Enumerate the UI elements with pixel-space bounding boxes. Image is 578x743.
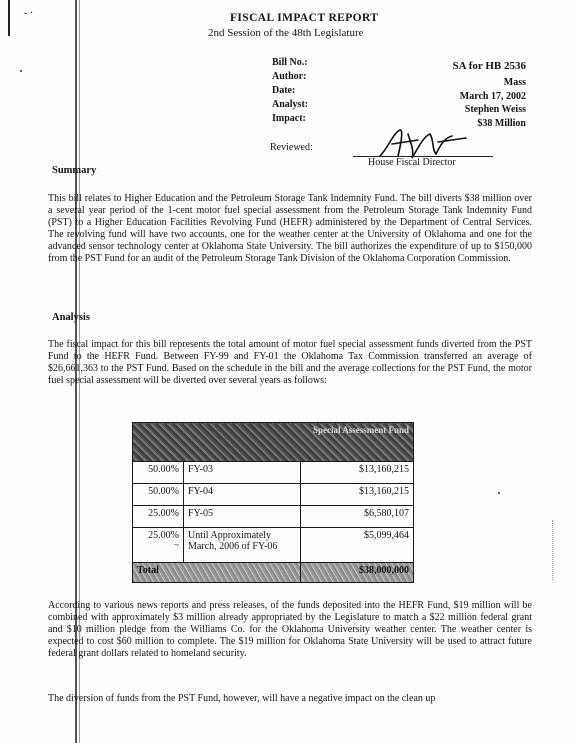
amount-cell: $5,099,464 [301, 528, 414, 563]
period-cell: FY-04 [184, 484, 301, 506]
author-value: Mass [503, 77, 526, 88]
scan-edge-marks [552, 520, 554, 580]
amount-cell: $13,160,215 [301, 462, 414, 484]
scan-speck [498, 492, 500, 494]
amount-cell: $6,580,107 [301, 506, 414, 528]
table-header-cell: Special Assessment Fund [133, 423, 414, 462]
percent-value: 25.00% [148, 530, 179, 541]
date-value: March 17, 2002 [459, 91, 526, 102]
analyst-value: Stephen Weiss [464, 104, 526, 115]
period-cell: FY-03 [184, 462, 301, 484]
summary-heading: Summary [52, 165, 97, 176]
table-row [133, 484, 414, 506]
date-label: Date: [272, 85, 296, 96]
assessment-table [132, 422, 414, 583]
table-header-row [133, 423, 414, 462]
scan-speck [20, 70, 22, 72]
period-cell: Until Approximately March, 2006 of FY-06 [184, 528, 301, 563]
bill-no-label: Bill No.: [272, 57, 308, 68]
summary-paragraph: This bill relates to Higher Education and the Petroleum Storage Tank Indemnity Fund. The bill diverts $38 million over a several year period of the 1-cent motor fuel special assessment from the Petroleum Storage Tank Indemnity Fund (PST) to a Higher Education Facilities Revolving Fund (HEFR) administered by the Department of Central Services. The revolving fund will have two accounts, one for the weather center at the University of Oklahoma and one for the advanced sensor technology center at Oklahoma State University. The bill authorizes the expenditure of up to $150,000 from the PST Fund for an audit of the Petroleum Storage Tank Division of the Oklahoma Corporation Commission. [48, 193, 532, 264]
table-total-row [133, 563, 414, 583]
analyst-label: Analyst: [272, 99, 309, 110]
closing-paragraph: According to various news reports and press releases, of the funds deposited into the HEFR Fund, $19 million will be combined with approximately $3 million already appropriated by the Legislature to match a $22 million federal grant and $10 million pledge from the Williams Co. for the Oklahoma University weather center. The weather center is expected to cost $60 million to complete. The $19 million for Oklahoma State University will be used to attract future federal grant dollars related to homeland security. [48, 600, 532, 659]
percent-cell: 50.00% [133, 462, 184, 484]
percent-cell: 50.00% [133, 484, 184, 506]
scan-dash: - · [24, 8, 34, 19]
author-label: Author: [272, 71, 307, 82]
period-cell: FY-05 [184, 506, 301, 528]
bill-no-value: SA for HB 2536 [452, 60, 526, 72]
report-subtitle: 2nd Session of the 48th Legislature [208, 27, 364, 39]
closing-paragraph-continued: The diversion of funds from the PST Fund, however, will have a negative impact on the clean up [48, 693, 436, 704]
total-label-cell: Total [133, 563, 301, 583]
scan-mark [8, 0, 10, 36]
percent-cell: 25.00% [133, 506, 184, 528]
analysis-heading: Analysis [52, 312, 90, 323]
impact-value: $38 Million [477, 118, 526, 129]
amount-cell: $13,160,215 [301, 484, 414, 506]
analysis-paragraph: The fiscal impact for this bill represents the total amount of motor fuel special assessment funds diverted from the PST Fund to the HEFR Fund. Between FY-99 and FY-01 the Oklahoma Tax Commission transferred an average of $26,661,363 to the PST Fund. Based on the schedule in the bill and the average collections for the PST Fund, the motor fuel special assessment will be diverted over several years as follows: [48, 339, 532, 386]
report-title: FISCAL IMPACT REPORT [230, 12, 379, 24]
scan-mark: ~ [174, 540, 179, 550]
table-row [133, 528, 414, 563]
impact-label: Impact: [272, 113, 306, 124]
table-row [133, 462, 414, 484]
reviewer-title: House Fiscal Director [368, 157, 456, 168]
reviewed-label: Reviewed: [270, 142, 313, 153]
table-row [133, 506, 414, 528]
percent-cell [133, 528, 184, 563]
total-amount-cell: $38,000,000 [301, 563, 414, 583]
